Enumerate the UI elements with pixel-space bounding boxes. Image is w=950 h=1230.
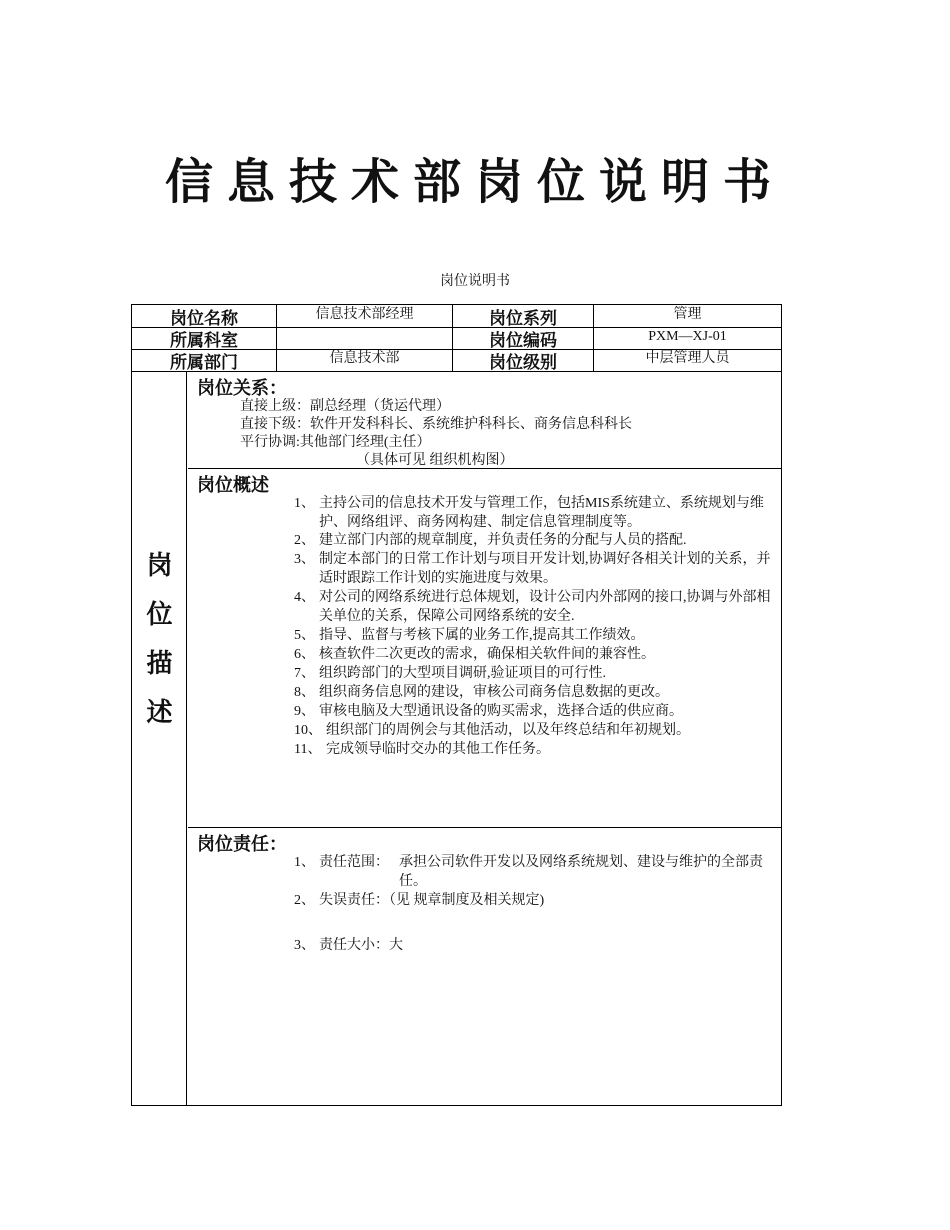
- overview-item: 2、 建立部门内部的规章制度，并负责任务的分配与人员的搭配.: [294, 533, 687, 548]
- info-row-3: [132, 349, 781, 372]
- error-num: 2、: [294, 893, 315, 908]
- overview-item: 4、 对公司的网络系统进行总体规划，设计公司内外部网的接口,协调与外部相关单位的关系，保障公司网络系统的安全.: [294, 590, 771, 624]
- peer-line: 平行协调:其他部门经理(主任）: [240, 435, 431, 450]
- series-label: 岗位系列: [453, 305, 594, 327]
- series-value: 管理: [673, 307, 702, 322]
- info-row-1: [132, 305, 781, 328]
- position-name-label: 岗位名称: [132, 305, 277, 327]
- superior-line: 直接上级：副总经理（货运代理）: [240, 399, 450, 414]
- subordinate-line: 直接下级：软件开发科科长、系统维护科科长、商务信息科科长: [240, 417, 632, 432]
- error-text: 失误责任：（见 规章制度及相关规定): [319, 893, 545, 908]
- scope-label: 责任范围：: [319, 855, 389, 870]
- side-char-2: 位: [146, 600, 173, 630]
- position-name-value: 信息技术部经理: [277, 305, 453, 327]
- department-value: 信息技术部: [277, 349, 453, 371]
- side-char-3: 描: [146, 649, 173, 679]
- size-text: 责任大小：大: [319, 938, 403, 953]
- level-value: 中层管理人员: [645, 351, 730, 366]
- size-num: 3、: [294, 938, 315, 953]
- scope-num: 1、: [294, 855, 315, 870]
- overview-item: 5、 指导、监督与考核下属的业务工作,提高其工作绩效。: [294, 628, 645, 643]
- code-value: PXM—XJ-01: [648, 329, 727, 344]
- section-value: [277, 327, 453, 349]
- info-row-2: [132, 327, 781, 350]
- relations-section: [188, 372, 781, 469]
- side-char-1: 岗: [146, 551, 173, 581]
- overview-item: 7、 组织跨部门的大型项目调研,验证项目的可行性.: [294, 666, 606, 681]
- responsibility-section: [188, 828, 781, 1105]
- level-label: 岗位级别: [453, 349, 594, 371]
- overview-item: 10、 组织部门的周例会与其他活动，以及年终总结和年初规划。: [294, 723, 690, 738]
- department-label: 所属部门: [132, 349, 277, 371]
- overview-section: [188, 469, 781, 828]
- overview-item: 3、 制定本部门的日常工作计划与项目开发计划,协调好各相关计划的关系，并适时跟踪工作计划的实施进度与效果。: [294, 552, 771, 586]
- job-description-table: [131, 304, 782, 1106]
- overview-item: 9、 审核电脑及大型通讯设备的购买需求，选择合适的供应商。: [294, 704, 683, 719]
- overview-heading: 岗位概述: [197, 475, 269, 496]
- scope-text: 承担公司软件开发以及网络系统规划、建设与维护的全部责任。: [399, 855, 763, 889]
- overview-item: 11、 完成领导临时交办的其他工作任务。: [294, 742, 550, 757]
- org-chart-note: （具体可见 组织机构图）: [356, 453, 514, 468]
- overview-item: 8、 组织商务信息网的建设，审核公司商务信息数据的更改。: [294, 685, 669, 700]
- overview-item: 1、 主持公司的信息技术开发与管理工作，包括MIS系统建立、系统规划与维护、网络组评、商务网构建、制定信息管理制度等。: [294, 496, 764, 530]
- position-description-side-label: [132, 372, 187, 1105]
- section-label: 所属科室: [132, 327, 277, 349]
- document-subtitle: 岗位说明书: [440, 274, 510, 289]
- code-label: 岗位编码: [453, 327, 594, 349]
- side-char-4: 述: [146, 698, 173, 728]
- overview-item: 6、 核查软件二次更改的需求，确保相关软件间的兼容性。: [294, 647, 655, 662]
- responsibility-heading: 岗位责任：: [197, 834, 287, 855]
- relations-heading: 岗位关系：: [197, 378, 287, 399]
- document-title: 信息技术部岗位说明书: [164, 154, 785, 210]
